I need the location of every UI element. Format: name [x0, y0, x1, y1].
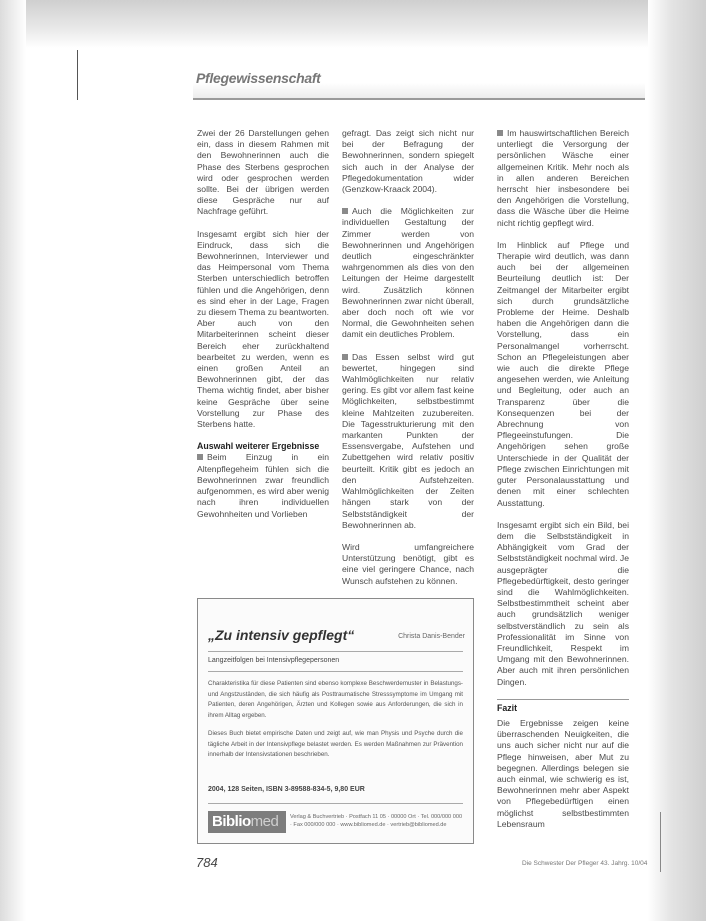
- paragraph: [497, 128, 629, 229]
- crop-mark-right: [660, 812, 661, 872]
- book-price-info: 2004, 128 Seiten, ISBN 3-89588-834-5, 9,80 EUR: [208, 786, 365, 793]
- book-description: Charakteristika für diese Patienten sind ebenso komplexe Beschwerdemuster in Belastungs- und Angstzuständen, die sich häufig als Posttraumatische Stresssymptome im Umgang mit Patienten, deren Angehörigen, Ärzten und Kollegen sowie aus Anforderungen, die sich in ihrem Alltag ergeben.: [208, 680, 463, 719]
- paragraph: [342, 206, 474, 340]
- text-column-1: [197, 128, 329, 531]
- text-column-2: [342, 128, 474, 598]
- book-description: Dieses Buch bietet empirische Daten und zeigt auf, wie man Physis und Psyche durch die tägliche Arbeit in der Intensivpflege belastet werden. Es werden Maßnahmen zur Prävention innerhalb der Intensivstationen beschrieben.: [208, 730, 463, 759]
- subheading: Auswahl weiterer Ergebnisse: [197, 441, 320, 452]
- scan-shadow-top: [0, 0, 706, 48]
- book-advertisement: [197, 598, 474, 844]
- paragraph: Die Ergebnisse zeigen keine überraschenden Neuigkeiten, die uns auch sicher nicht nur auf die Pflege hinweisen, aber Mut zu begegnen. Allerdings belegen sie auch einmal, wie schwierig es ist, Bewohnerinnen mehr aber Aspekt von Pflegebedürftigen einen möglichst selbstbestimmten Lebensraum: [497, 717, 629, 829]
- scan-shadow-left: [0, 0, 26, 921]
- publisher-contact: Verlag & Buchvertrieb · Postfach 11 05 · 00000 Ort · Tel. 000/000 000 · Fax 000/000 000 · www.bibliomed.de · vertrieb@bibliomed.de: [290, 814, 463, 828]
- paragraph-text: Beim Einzug in ein Altenpflegeheim fühlen sich die Bewohnerinnen zwar freundlich aufgenommen, es wird aber wenig nach ihren individuellen Gewohnheiten und Vorlieben: [197, 452, 329, 519]
- square-bullet-icon: [342, 208, 348, 214]
- section-title: Pflegewissenschaft: [196, 70, 321, 86]
- paragraph: Wird umfangreichere Unterstützung benötigt, gibt es eine viel geringere Chance, nach Wunsch aufstehen zu können.: [342, 541, 474, 586]
- scan-shadow-right: [648, 0, 706, 921]
- square-bullet-icon: [197, 454, 203, 460]
- subheading-fazit: Fazit: [497, 699, 629, 714]
- paragraph: Im Hinblick auf Pflege und Therapie wird deutlich, was dann auch bei der allgemeinen Beurteilung deutlich ist: Der Zeitmangel der Mitarbeiter ergibt sich durch grundsätzliche Probleme der Heime. Deshalb haben die Angehörigen dann die Vorstellung, dass ein Personalmangel vorherrscht. Schon an Pflegeleistungen aber wie auch die direkte Pflege angesehen werden, wie Anleitung und Begleitung, oder auch an Transparenz über die Konsequenzen bei der Abrechnung von Pflegeeinstufungen. Die Angehörigen sehen große Unterschiede in der Qualität der Pflege zwischen Einrichtungen mit guter Personalausstattung und denen mit einer schlechten Ausstattung.: [497, 239, 629, 508]
- paragraph: Insgesamt ergibt sich hier der Eindruck, dass sich die Bewohnerinnen, Interviewer und das Heimpersonal vom Thema Sterben unterschiedlich betroffen fühlen und die Angehörigen, denn es sind eher in der Lage, Fragen zu diesem Thema zu beantworten. Aber auch von den Mitarbeiterinnen scheint dieser Bereich eher zurückhaltend bearbeitet zu werden, wenn es einen großen Anteil an Bewohnerinnen gibt, der das Thema wichtig findet, aber bisher keine Gespräche über seine Vorstellung zur Phase des Sterbens hatte.: [197, 228, 329, 430]
- paragraph: gefragt. Das zeigt sich nicht nur bei der Befragung der Bewohnerinnen, sondern spiegelt sich auch in der Analyse der Pflegedokumentation wider (Genzkow-Kraack 2004).: [342, 128, 474, 195]
- paragraph-text: Auch die Möglichkeiten zur individuellen Gestaltung der Zimmer werden von Bewohnerinnen und Angehörigen deutlich eingeschränkter wahrgenommen als dies von den Leitungen der Heime dargestellt wird. Zusätzlich können Bewohnerinnen zwar nicht überall, aber doch noch oft wie vor Normal, die Gewohnheiten sehen damit ein deutliches Problem.: [342, 206, 474, 340]
- divider: [208, 651, 463, 652]
- square-bullet-icon: [342, 354, 348, 360]
- book-author: Christa Danis-Bender: [398, 633, 465, 640]
- paragraph: [342, 352, 474, 531]
- page-number: 784: [196, 855, 218, 870]
- crop-mark-left: [77, 50, 78, 100]
- footer-journal: Die Schwester Der Pfleger 43. Jahrg. 10/04: [522, 860, 648, 867]
- paragraph-text: Im hauswirtschaftlichen Bereich unterliegt die Versorgung der persönlichen Wäsche einer allgemeinen Kritik. Mehr noch als in allen anderen Bereichen herrscht hier insbesondere bei den Angehörigen die Vorstellung, dass die Wäsche über die Heime nicht richtig gepflegt wird.: [497, 128, 629, 228]
- book-title: „Zu intensiv gepflegt“: [208, 627, 355, 643]
- logo-text-tail: med: [250, 813, 279, 830]
- book-subtitle: Langzeitfolgen bei Intensivpflegepersonen: [208, 657, 340, 664]
- square-bullet-icon: [497, 130, 503, 136]
- divider: [208, 803, 463, 804]
- paragraph: [197, 452, 329, 519]
- paragraph: Zwei der 26 Darstellungen gehen ein, dass in diesem Rahmen mit den Bewohnerinnen auch die Phase des Sterbens gesprochen wird oder gesprochen werden sollte. Bei der übrigen werden diese Gespräche nur auf Nachfrage geführt.: [197, 128, 329, 217]
- paragraph: Insgesamt ergibt sich ein Bild, bei dem die Selbstständigkeit in Abhängigkeit vom Grad der Selbstständigkeit nochmal wird. Je ausgeprägter die Pflegebedürftigkeit, desto geringer sind die Wahlmöglichkeiten. Selbstbestimmtheit scheint aber auch grundsätzlich weniger selbstverständlich zu sein als Professionalität im Sinne von Freundlichkeit, Respekt im Umgang mit den Bewohnerinnen. Aber auch mit ihren persönlichen Dingen.: [497, 519, 629, 687]
- text-column-3: [497, 128, 629, 841]
- divider: [208, 671, 463, 672]
- publisher-logo: [208, 811, 286, 833]
- paragraph-text: Das Essen selbst wird gut bewertet, hingegen sind Wahlmöglichkeiten nur relativ gering. Es gibt vor allem fast keine Möglichkeiten, selbstbestimmt kleine Mahlzeiten zuzubereiten. Die Tagesstrukturierung mit den markanten Punkten der Essensvergabe, Aufstehen und Zubettgehen wird relativ positiv beurteilt. Kritik gibt es jedoch an den Aufstehzeiten. Wahlmöglichkeiten der Zeiten hängen stark von der Selbstständigkeit der Bewohnerinnen ab.: [342, 351, 474, 530]
- logo-text: Biblio: [212, 813, 251, 830]
